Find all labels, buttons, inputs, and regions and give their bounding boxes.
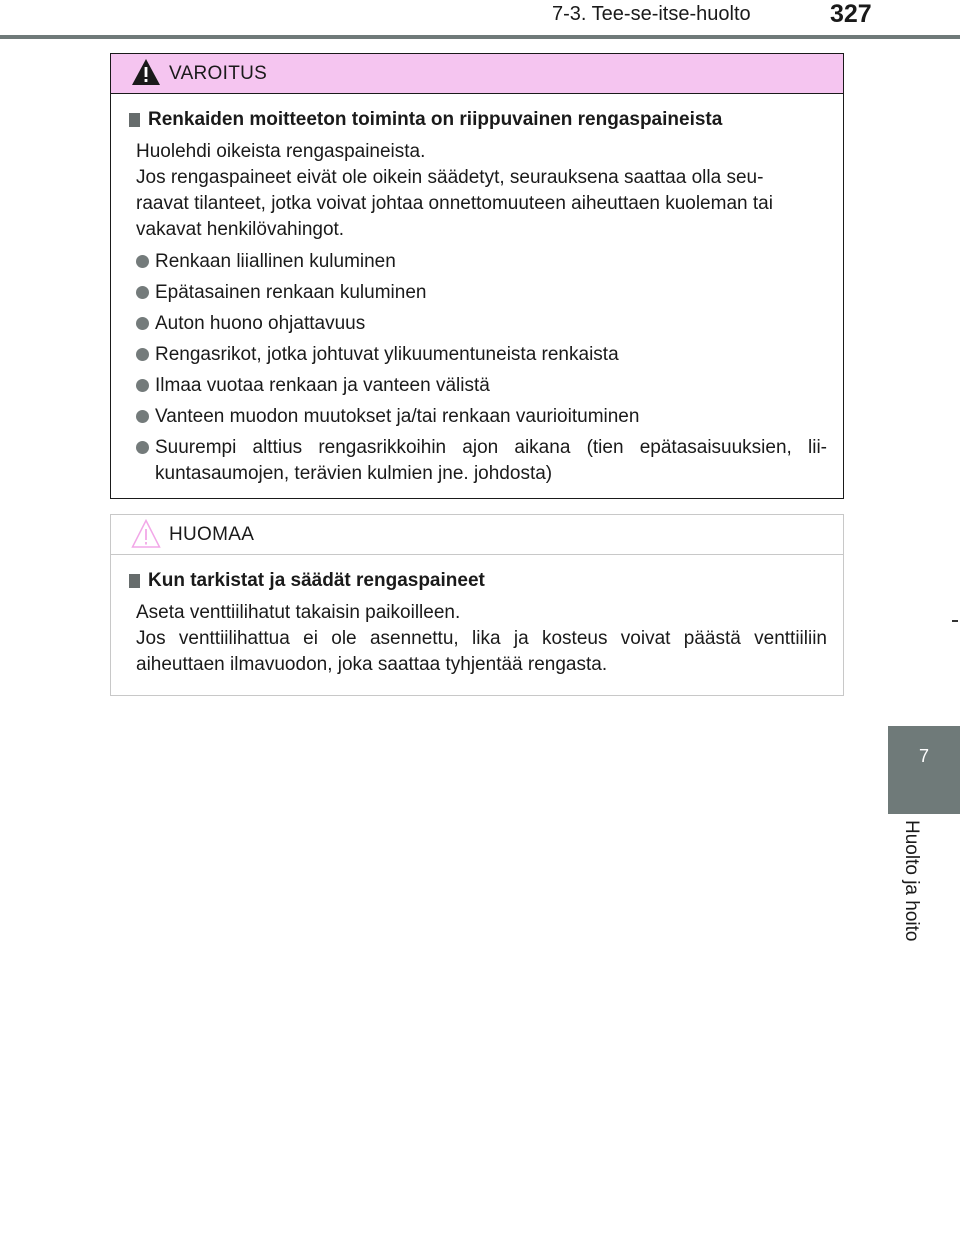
list-item: Ilmaa vuotaa renkaan ja vanteen välistä xyxy=(136,373,827,399)
notice-section-title: Kun tarkistat ja säädät rengaspaineet xyxy=(129,570,827,592)
chapter-title: Huolto ja hoito xyxy=(901,820,922,942)
list-item: Vanteen muodon muutokset ja/tai renkaan vaurioituminen xyxy=(136,404,827,430)
chapter-tab[interactable] xyxy=(888,726,960,814)
dot-bullet-icon xyxy=(136,379,149,392)
dot-bullet-icon xyxy=(136,317,149,330)
dot-bullet-icon xyxy=(136,410,149,423)
list-item: Renkaan liiallinen kuluminen xyxy=(136,249,827,275)
chapter-number: 7 xyxy=(918,746,929,766)
warning-triangle-icon xyxy=(131,58,161,91)
square-bullet-icon xyxy=(129,574,140,588)
warning-body xyxy=(111,94,843,487)
list-item: Suurempi alttius rengasrikkoihin ajon aikana (tien epätasaisuuksien, lii-kuntasaumojen, terävien kulmien jne. johdosta) xyxy=(136,435,827,487)
warning-header xyxy=(111,54,843,94)
notice-label: HUOMAA xyxy=(169,524,255,545)
margin-tick xyxy=(952,620,958,622)
list-item: Auton huono ohjattavuus xyxy=(136,311,827,337)
warning-section-title: Renkaiden moitteeton toiminta on riippuvainen rengaspaineista xyxy=(129,109,827,131)
warning-intro: Huolehdi oikeista rengaspaineista. Jos rengaspaineet eivät ole oikein säädetyt, seurauksena saattaa olla seu- raavat tilanteet, jotka voivat johtaa onnettomuuteen aiheuttaen kuoleman tai vakavat henkilövahingot. xyxy=(136,141,773,240)
notice-text: Aseta venttiilihatut takaisin paikoilleen. Jos venttiilihattua ei ole asennettu, lika ja kosteus voivat päästä venttiiliin aiheuttaen ilmavuodon, joka saattaa tyhjentää rengasta. xyxy=(136,602,827,675)
list-item: Epätasainen renkaan kuluminen xyxy=(136,280,827,306)
header-rule xyxy=(0,35,960,39)
square-bullet-icon xyxy=(129,113,140,127)
dot-bullet-icon xyxy=(136,441,149,454)
dot-bullet-icon xyxy=(136,286,149,299)
dot-bullet-icon xyxy=(136,255,149,268)
warning-label: VAROITUS xyxy=(169,63,268,84)
list-item: Rengasrikot, jotka johtuvat ylikuumentuneista renkaista xyxy=(136,342,827,368)
notice-body xyxy=(111,555,843,678)
notice-header xyxy=(111,515,843,555)
notice-box xyxy=(110,514,844,696)
section-title: 7-3. Tee-se-itse-huolto xyxy=(552,3,751,25)
warning-box xyxy=(110,53,844,499)
caution-triangle-icon xyxy=(131,519,161,554)
page-number: 327 xyxy=(830,0,872,28)
dot-bullet-icon xyxy=(136,348,149,361)
warning-bullet-list xyxy=(136,249,827,487)
